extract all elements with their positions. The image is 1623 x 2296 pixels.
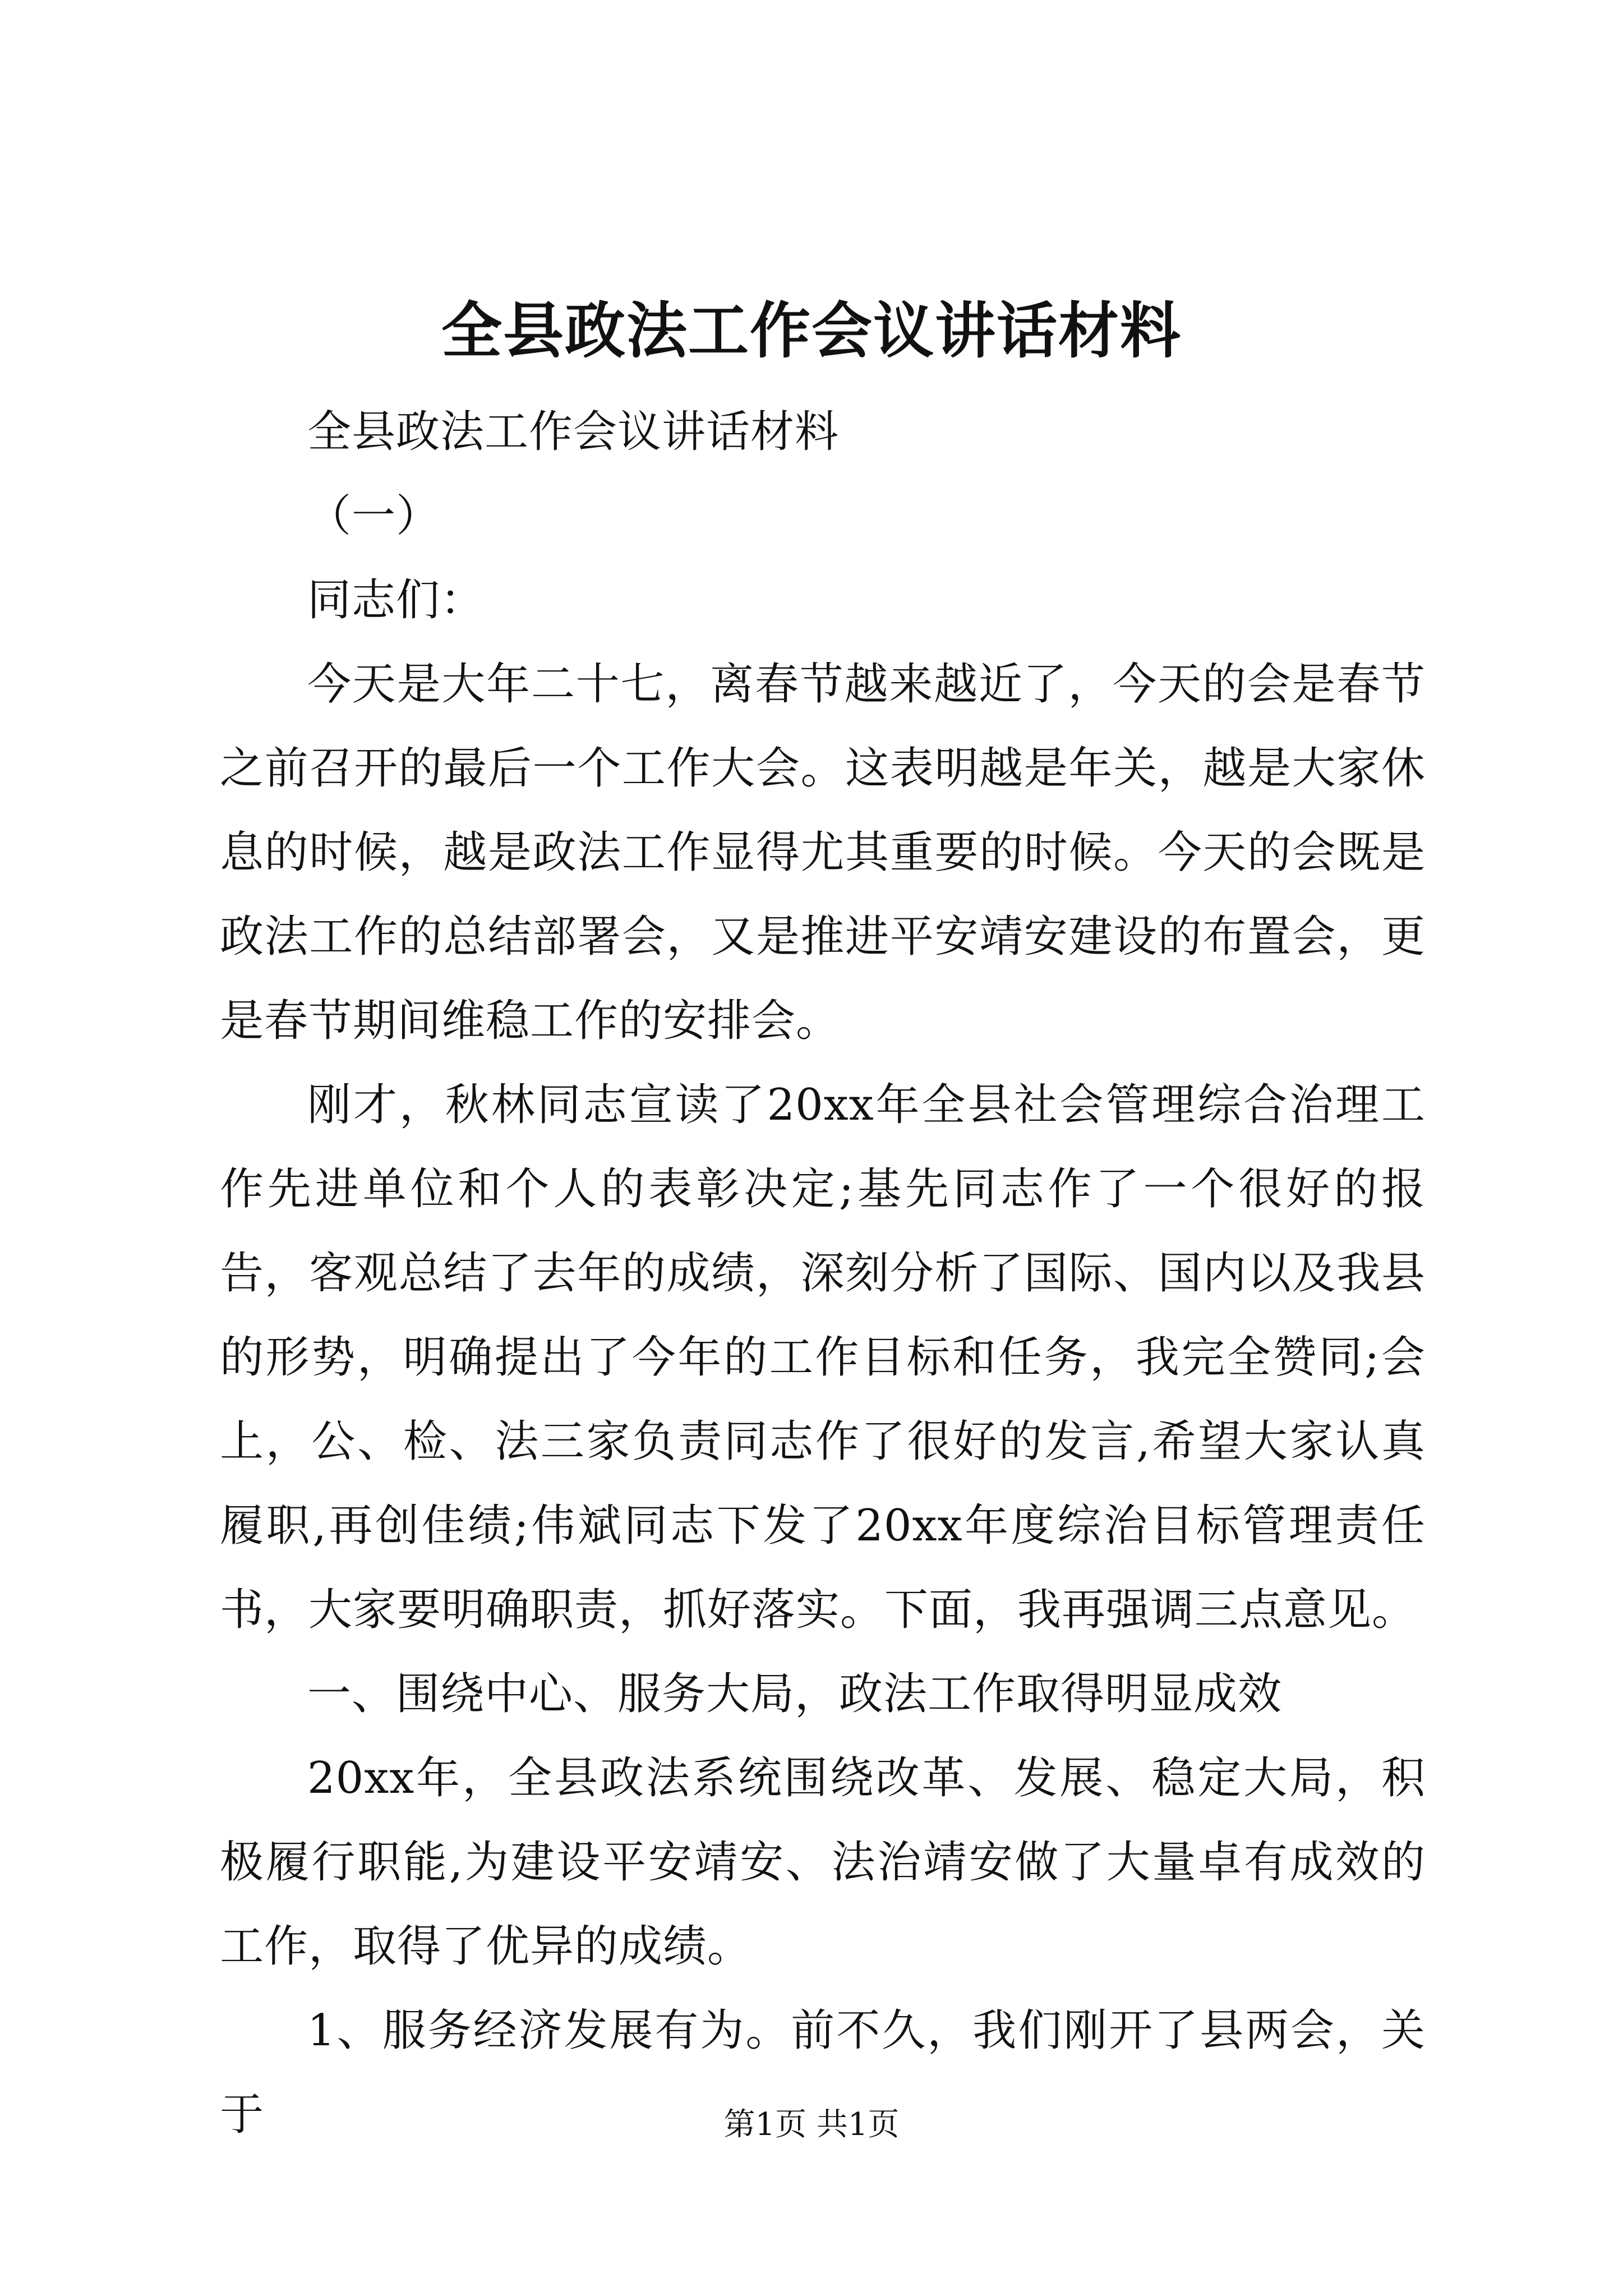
paragraph-opening: 今天是大年二十七，离春节越来越近了，今天的会是春节之前召开的最后一个工作大会。这表明越是年关，越是大家休息的时候，越是政法工作显得尤其重要的时候。今天的会既是政法工作的总结部署会，又是推进平安靖安建设的布置会，更是春节期间维稳工作的安排会。 [220, 659, 1426, 1046]
page-footer: 第1页 共1页 [723, 2106, 900, 2143]
paragraph-subtitle: 全县政法工作会议讲话材料 [307, 407, 840, 457]
paragraph-item-one: 1、服务经济发展有为。前不久，我们刚开了县两会，关于 [220, 2005, 1426, 2140]
paragraph-salutation: 同志们： [307, 575, 485, 625]
paragraph-section-number: （一） [307, 491, 441, 541]
paragraph-achievements: 20xx年，全县政法系统围绕改革、发展、稳定大局，积极履行职能,为建设平安靖安、法治靖安做了大量卓有成效的工作，取得了优异的成绩。 [220, 1753, 1426, 1972]
document-title: 全县政法工作会议讲话材料 [441, 296, 1182, 366]
paragraph-heading-one: 一、围绕中心、服务大局，政法工作取得明显成效 [307, 1669, 1283, 1719]
document-body [220, 390, 1426, 2157]
paragraph-review: 刚才，秋林同志宣读了20xx年全县社会管理综合治理工作先进单位和个人的表彰决定;基先同志作了一个很好的报告，客观总结了去年的成绩，深刻分析了国际、国内以及我县的形势，明确提出了今年的工作目标和任务，我完全赞同;会上，公、检、法三家负责同志作了很好的发言,希望大家认真履职,再创佳绩;伟斌同志下发了20xx年度综治目标管理责任书，大家要明确职责，抓好落实。下面，我再强调三点意见。 [220, 1080, 1426, 1635]
